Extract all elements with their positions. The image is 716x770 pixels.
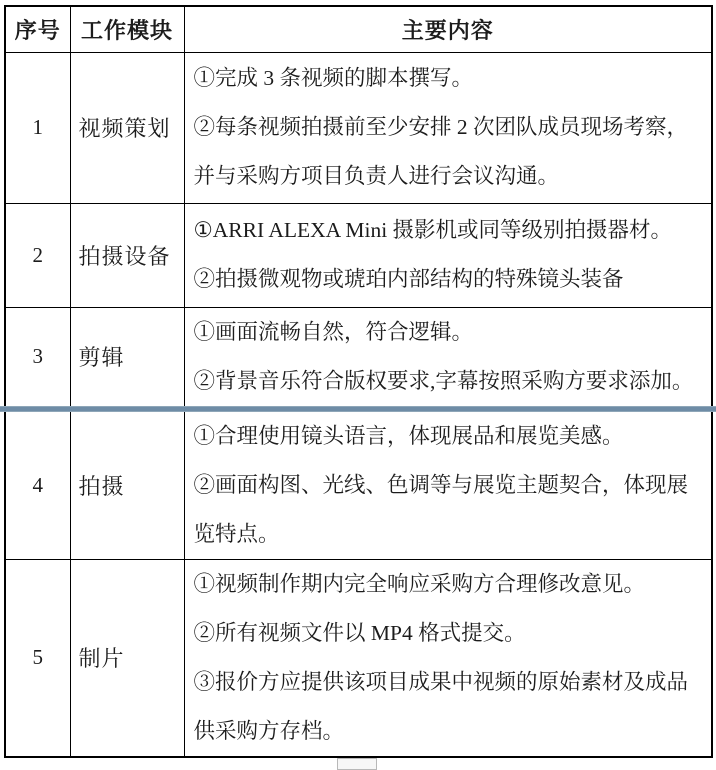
- content-cell: [184, 52, 712, 203]
- table-row: [5, 307, 712, 406]
- content-item: ②拍摄微观物或琥珀内部结构的特殊镜头装备: [193, 267, 624, 291]
- content-item: ②每条视频拍摄前至少安排 2 次团队成员现场考察，并与采购方项目负责人进行会议沟通。: [193, 115, 689, 188]
- work-modules-table-top: [4, 5, 713, 406]
- content-cell: [184, 307, 712, 406]
- column-header-content: 主要内容: [184, 6, 712, 52]
- module-cell: 剪辑: [70, 307, 184, 406]
- content-item: ③报价方应提供该项目成果中视频的原始素材及成品供采购方存档。: [193, 669, 689, 743]
- table-row: [5, 52, 712, 203]
- content-cell: [184, 203, 712, 307]
- row-number-cell: 5: [5, 559, 70, 757]
- table-row: [5, 203, 712, 307]
- content-cell: [184, 559, 712, 757]
- row-number-cell: 4: [5, 412, 70, 560]
- content-item: ②画面构图、光线、色调等与展览主题契合，体现展览特点。: [193, 472, 689, 546]
- module-cell: 制片: [70, 559, 184, 757]
- row-number-cell: 2: [5, 203, 70, 307]
- table-row: [5, 559, 712, 757]
- content-item: ①视频制作期内完全响应采购方合理修改意见。: [193, 571, 646, 596]
- row-number-cell: 1: [5, 52, 70, 203]
- header-row: [5, 6, 712, 52]
- content-item: ②背景音乐符合版权要求,字幕按照采购方要求添加。: [193, 368, 694, 393]
- column-header-module: 工作模块: [70, 6, 184, 52]
- content-item: ①画面流畅自然，符合逻辑。: [193, 319, 474, 344]
- table-row: [5, 412, 712, 560]
- column-header-number: 序号: [5, 6, 70, 52]
- cutoff-artifact: [337, 758, 377, 770]
- module-cell: 拍摄设备: [70, 203, 184, 307]
- module-cell: 拍摄: [70, 412, 184, 560]
- row-number-cell: 3: [5, 307, 70, 406]
- content-item: ②所有视频文件以 MP4 格式提交。: [193, 620, 526, 645]
- content-item: ①ARRI ALEXA Mini 摄影机或同等级别拍摄器材。: [193, 218, 673, 242]
- module-cell: 视频策划: [70, 52, 184, 203]
- content-cell: [184, 412, 712, 560]
- work-modules-table-bottom: [4, 412, 713, 758]
- content-item: ①完成 3 条视频的脚本撰写。: [193, 66, 474, 90]
- content-item: ①合理使用镜头语言，体现展品和展览美感。: [193, 423, 624, 448]
